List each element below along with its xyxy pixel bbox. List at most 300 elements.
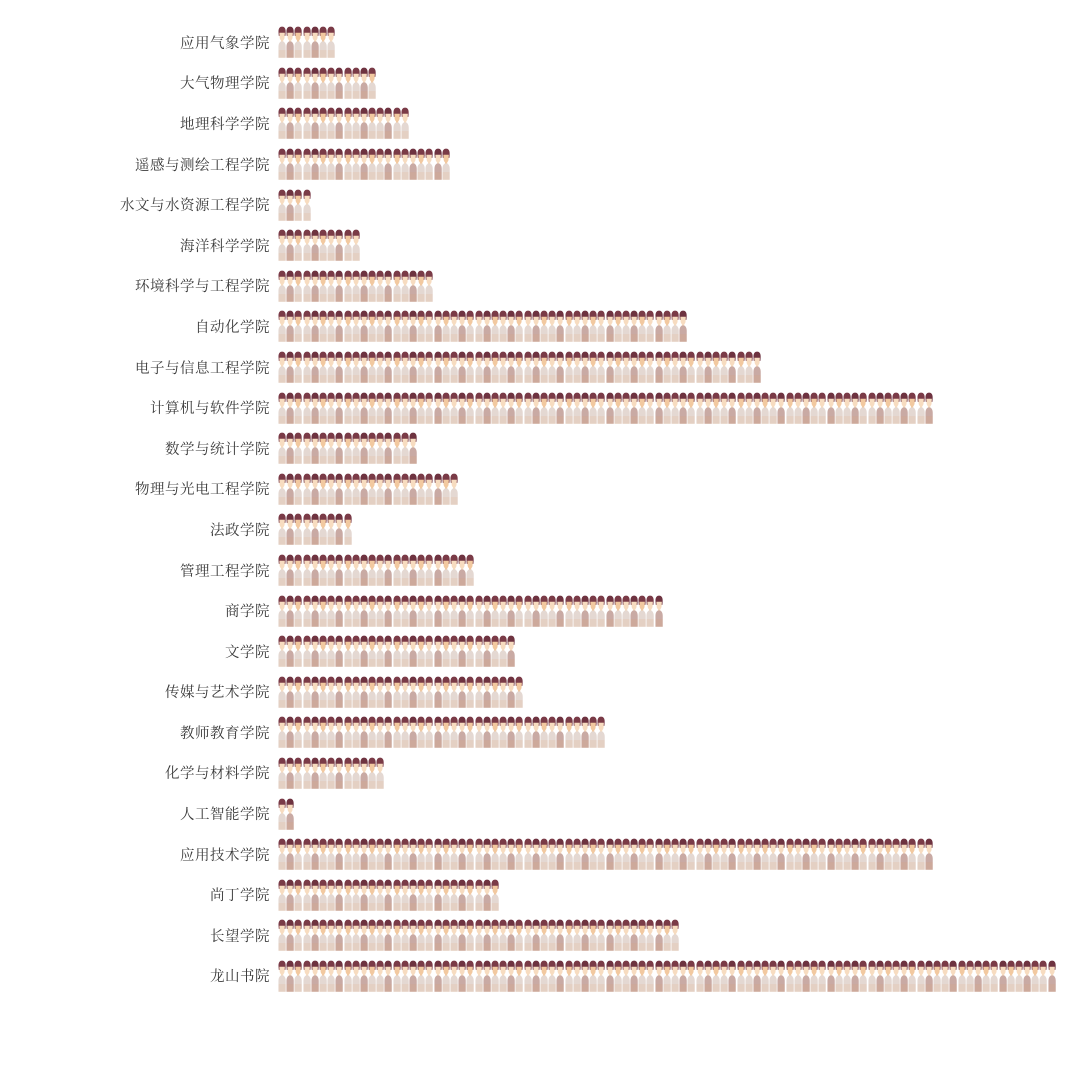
person-icon (384, 391, 392, 425)
person-icon (352, 675, 360, 709)
pictogram-bar (278, 184, 1080, 225)
person-icon (466, 837, 474, 871)
person-icon (393, 594, 401, 628)
person-icon (728, 837, 736, 871)
pictogram-bar (278, 144, 1080, 185)
person-icon (368, 309, 376, 343)
person-icon (311, 25, 319, 59)
person-icon (286, 715, 294, 749)
person-icon (515, 837, 523, 871)
person-icon (622, 309, 630, 343)
person-icon (843, 959, 851, 993)
person-icon (434, 837, 442, 871)
person-icon (294, 756, 302, 790)
person-icon (360, 756, 368, 790)
person-icon (638, 918, 646, 952)
person-icon (745, 959, 753, 993)
person-icon (597, 391, 605, 425)
pictogram-bar (278, 63, 1080, 104)
person-icon (524, 594, 532, 628)
person-icon (810, 837, 818, 871)
person-icon (638, 837, 646, 871)
person-icon (663, 350, 671, 384)
person-icon (376, 553, 384, 587)
person-icon (393, 106, 401, 140)
person-icon (720, 837, 728, 871)
person-icon (769, 837, 777, 871)
person-icon (499, 959, 507, 993)
person-icon (597, 918, 605, 952)
person-icon (425, 309, 433, 343)
person-icon (344, 147, 352, 181)
person-icon (499, 837, 507, 871)
person-icon (589, 837, 597, 871)
person-icon (507, 837, 515, 871)
person-icon (524, 959, 532, 993)
person-icon (303, 391, 311, 425)
person-icon (491, 715, 499, 749)
person-icon (458, 959, 466, 993)
person-icon (352, 715, 360, 749)
person-icon (507, 715, 515, 749)
person-icon (409, 391, 417, 425)
person-icon (442, 959, 450, 993)
person-icon (458, 878, 466, 912)
person-icon (294, 715, 302, 749)
person-icon (466, 553, 474, 587)
person-icon (614, 837, 622, 871)
person-icon (352, 959, 360, 993)
person-icon (425, 959, 433, 993)
chart-row (0, 225, 1080, 266)
person-icon (507, 918, 515, 952)
person-icon (368, 431, 376, 465)
person-icon (327, 512, 335, 546)
person-icon (417, 472, 425, 506)
person-icon (311, 634, 319, 668)
person-icon (827, 837, 835, 871)
person-icon (622, 959, 630, 993)
person-icon (818, 959, 826, 993)
person-icon (294, 594, 302, 628)
person-icon (286, 269, 294, 303)
chart-rows (0, 22, 1080, 996)
person-icon (573, 594, 581, 628)
person-icon (646, 391, 654, 425)
person-icon (417, 959, 425, 993)
person-icon (376, 309, 384, 343)
person-icon (483, 878, 491, 912)
person-icon (352, 918, 360, 952)
category-label: 人工智能学院 (180, 807, 270, 824)
person-icon (606, 837, 614, 871)
person-icon (450, 391, 458, 425)
person-icon (360, 675, 368, 709)
person-icon (663, 391, 671, 425)
person-icon (475, 594, 483, 628)
person-icon (646, 918, 654, 952)
person-icon (393, 391, 401, 425)
person-icon (884, 959, 892, 993)
person-icon (646, 837, 654, 871)
person-icon (434, 959, 442, 993)
chart-row (0, 103, 1080, 144)
person-icon (466, 309, 474, 343)
person-icon (344, 269, 352, 303)
person-icon (401, 837, 409, 871)
person-icon (368, 715, 376, 749)
chart-row (0, 428, 1080, 469)
person-icon (319, 228, 327, 262)
person-icon (319, 350, 327, 384)
person-icon (311, 106, 319, 140)
person-icon (286, 756, 294, 790)
person-icon (442, 878, 450, 912)
person-icon (466, 878, 474, 912)
person-icon (352, 878, 360, 912)
person-icon (868, 391, 876, 425)
person-icon (335, 675, 343, 709)
person-icon (483, 715, 491, 749)
pictogram-bar (278, 590, 1080, 631)
category-label: 海洋科学学院 (180, 238, 270, 255)
person-icon (368, 391, 376, 425)
person-icon (475, 675, 483, 709)
person-icon (376, 431, 384, 465)
pictogram-bar (278, 956, 1080, 997)
person-icon (286, 959, 294, 993)
person-icon (409, 553, 417, 587)
person-icon (327, 878, 335, 912)
person-icon (319, 66, 327, 100)
person-icon (581, 391, 589, 425)
person-icon (278, 472, 286, 506)
person-icon (294, 553, 302, 587)
person-icon (360, 472, 368, 506)
person-icon (344, 350, 352, 384)
person-icon (327, 350, 335, 384)
person-icon (335, 228, 343, 262)
person-icon (630, 350, 638, 384)
person-icon (794, 959, 802, 993)
person-icon (434, 391, 442, 425)
person-icon (745, 391, 753, 425)
person-icon (360, 878, 368, 912)
pictogram-bar (278, 672, 1080, 713)
person-icon (393, 472, 401, 506)
person-icon (589, 918, 597, 952)
person-icon (278, 431, 286, 465)
person-icon (458, 594, 466, 628)
person-icon (311, 269, 319, 303)
person-icon (294, 25, 302, 59)
chart-row (0, 387, 1080, 428)
person-icon (491, 837, 499, 871)
person-icon (393, 147, 401, 181)
person-icon (908, 837, 916, 871)
person-icon (696, 837, 704, 871)
person-icon (311, 431, 319, 465)
person-icon (401, 675, 409, 709)
person-icon (483, 391, 491, 425)
person-icon (450, 878, 458, 912)
person-icon (491, 959, 499, 993)
person-icon (425, 594, 433, 628)
person-icon (368, 594, 376, 628)
person-icon (393, 715, 401, 749)
person-icon (393, 553, 401, 587)
person-icon (425, 918, 433, 952)
person-icon (335, 147, 343, 181)
person-icon (556, 918, 564, 952)
person-icon (515, 715, 523, 749)
person-icon (532, 350, 540, 384)
person-icon (466, 634, 474, 668)
person-icon (712, 959, 720, 993)
chart-row (0, 22, 1080, 63)
person-icon (384, 878, 392, 912)
person-icon (671, 918, 679, 952)
person-icon (425, 634, 433, 668)
person-icon (303, 228, 311, 262)
person-icon (294, 106, 302, 140)
person-icon (376, 391, 384, 425)
person-icon (835, 959, 843, 993)
person-icon (900, 959, 908, 993)
pictogram-bar (278, 306, 1080, 347)
pictogram-bar (278, 103, 1080, 144)
person-icon (278, 147, 286, 181)
person-icon (278, 391, 286, 425)
person-icon (704, 391, 712, 425)
person-icon (868, 959, 876, 993)
person-icon (294, 634, 302, 668)
person-icon (450, 594, 458, 628)
person-icon (491, 594, 499, 628)
person-icon (311, 66, 319, 100)
person-icon (638, 594, 646, 628)
category-label: 应用技术学院 (180, 847, 270, 864)
person-icon (851, 959, 859, 993)
person-icon (606, 918, 614, 952)
chart-row (0, 834, 1080, 875)
person-icon (278, 512, 286, 546)
person-icon (687, 837, 695, 871)
chart-row (0, 712, 1080, 753)
person-icon (294, 675, 302, 709)
person-icon (475, 391, 483, 425)
person-icon (368, 837, 376, 871)
person-icon (417, 391, 425, 425)
person-icon (606, 309, 614, 343)
person-icon (294, 472, 302, 506)
person-icon (442, 350, 450, 384)
person-icon (368, 675, 376, 709)
person-icon (491, 391, 499, 425)
person-icon (286, 431, 294, 465)
person-icon (868, 837, 876, 871)
person-icon (876, 391, 884, 425)
person-icon (384, 431, 392, 465)
person-icon (344, 66, 352, 100)
person-icon (794, 391, 802, 425)
person-icon (753, 837, 761, 871)
person-icon (393, 675, 401, 709)
person-icon (679, 837, 687, 871)
person-icon (720, 959, 728, 993)
person-icon (409, 675, 417, 709)
person-icon (344, 634, 352, 668)
person-icon (393, 309, 401, 343)
category-label: 传媒与艺术学院 (165, 685, 270, 702)
person-icon (425, 472, 433, 506)
pictogram-bar (278, 266, 1080, 307)
person-icon (573, 350, 581, 384)
person-icon (646, 959, 654, 993)
person-icon (475, 959, 483, 993)
person-icon (515, 350, 523, 384)
person-icon (908, 391, 916, 425)
person-icon (393, 918, 401, 952)
person-icon (630, 309, 638, 343)
person-icon (393, 837, 401, 871)
person-icon (360, 147, 368, 181)
person-icon (352, 309, 360, 343)
person-icon (573, 391, 581, 425)
person-icon (327, 553, 335, 587)
person-icon (286, 391, 294, 425)
person-icon (524, 715, 532, 749)
person-icon (606, 350, 614, 384)
person-icon (319, 106, 327, 140)
person-icon (335, 350, 343, 384)
person-icon (303, 472, 311, 506)
person-icon (524, 309, 532, 343)
person-icon (278, 269, 286, 303)
person-icon (450, 959, 458, 993)
person-icon (475, 309, 483, 343)
person-icon (401, 959, 409, 993)
person-icon (376, 878, 384, 912)
person-icon (434, 472, 442, 506)
person-icon (311, 512, 319, 546)
person-icon (565, 837, 573, 871)
person-icon (327, 25, 335, 59)
person-icon (450, 634, 458, 668)
person-icon (303, 106, 311, 140)
person-icon (475, 837, 483, 871)
person-icon (335, 837, 343, 871)
person-icon (319, 675, 327, 709)
person-icon (745, 837, 753, 871)
person-icon (499, 634, 507, 668)
person-icon (376, 675, 384, 709)
person-icon (376, 106, 384, 140)
person-icon (712, 391, 720, 425)
person-icon (303, 66, 311, 100)
person-icon (401, 553, 409, 587)
pictogram-bar (278, 387, 1080, 428)
person-icon (303, 918, 311, 952)
person-icon (655, 350, 663, 384)
person-icon (949, 959, 957, 993)
person-icon (286, 472, 294, 506)
person-icon (360, 66, 368, 100)
person-icon (376, 350, 384, 384)
person-icon (1048, 959, 1056, 993)
person-icon (286, 512, 294, 546)
person-icon (335, 594, 343, 628)
person-icon (737, 959, 745, 993)
person-icon (360, 391, 368, 425)
person-icon (376, 472, 384, 506)
person-icon (859, 391, 867, 425)
person-icon (679, 391, 687, 425)
person-icon (876, 837, 884, 871)
person-icon (344, 553, 352, 587)
person-icon (597, 837, 605, 871)
person-icon (286, 675, 294, 709)
person-icon (303, 634, 311, 668)
person-icon (311, 594, 319, 628)
person-icon (491, 675, 499, 709)
person-icon (319, 756, 327, 790)
person-icon (360, 594, 368, 628)
person-icon (278, 66, 286, 100)
person-icon (393, 431, 401, 465)
person-icon (401, 106, 409, 140)
person-icon (384, 147, 392, 181)
person-icon (344, 391, 352, 425)
person-icon (319, 715, 327, 749)
person-icon (335, 269, 343, 303)
person-icon (384, 715, 392, 749)
person-icon (884, 391, 892, 425)
person-icon (442, 309, 450, 343)
person-icon (335, 553, 343, 587)
person-icon (630, 837, 638, 871)
person-icon (409, 350, 417, 384)
person-icon (319, 431, 327, 465)
person-icon (376, 715, 384, 749)
person-icon (442, 634, 450, 668)
person-icon (303, 309, 311, 343)
person-icon (319, 959, 327, 993)
person-icon (687, 350, 695, 384)
person-icon (335, 106, 343, 140)
person-icon (548, 959, 556, 993)
person-icon (933, 959, 941, 993)
person-icon (466, 391, 474, 425)
pictogram-bar (278, 753, 1080, 794)
person-icon (515, 918, 523, 952)
person-icon (655, 837, 663, 871)
person-icon (450, 918, 458, 952)
person-icon (745, 350, 753, 384)
person-icon (303, 147, 311, 181)
person-icon (859, 959, 867, 993)
person-icon (499, 391, 507, 425)
person-icon (286, 350, 294, 384)
person-icon (777, 959, 785, 993)
person-icon (483, 594, 491, 628)
person-icon (360, 837, 368, 871)
person-icon (319, 837, 327, 871)
person-icon (425, 391, 433, 425)
person-icon (638, 309, 646, 343)
person-icon (368, 472, 376, 506)
person-icon (515, 675, 523, 709)
